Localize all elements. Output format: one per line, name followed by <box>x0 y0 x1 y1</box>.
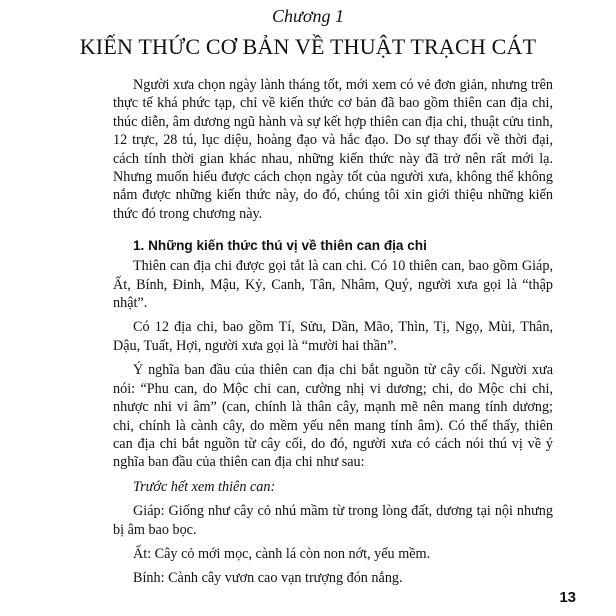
chapter-title: KIẾN THỨC CƠ BẢN VỀ THUẬT TRẠCH CÁT <box>79 34 537 59</box>
paragraph-intro: Người xưa chọn ngày lành tháng tốt, mới xem có vẻ đơn giản, nhưng trên thực tế khá phức tạp, chỉ về kiến thức cơ bản đã bao gồm thiên can địa chi, thúc diễn, âm dương ngũ hành và sự kết hợp thiên can địa chi, thuật cửu tinh, 12 trực, 28 tú, lục diệu, hoàng đạo và hắc đạo. Do sự thay đổi về thời đại, cách tính thời gian khác nhau, những kiến thức này đã trở nên rất mới lạ. Nhưng muốn hiểu được cách chọn ngày tốt của người xưa, không thể không nắm được những kiến thức này, do đó, chúng tôi xin giới thiệu những kiến thức đó trong chương này. <box>113 77 553 222</box>
paragraph-italic-lead: Trước hết xem thiên can: <box>133 478 276 495</box>
paragraph-at: Ất: Cây cỏ mới mọc, cành lá còn non nớt, yếu mềm. <box>133 545 431 562</box>
body-text <box>113 76 553 588</box>
paragraph-origin: Ý nghĩa ban đầu của thiên can địa chi bắt nguồn từ cây cối. Người xưa nói: “Phu can, do Mộc chi can, cường nhị vi dương; chi, do Mộc chi chi, nhược nhi vi âm” (can, chính là thân cây, mạnh mẽ nên mang tính dương; chi, chính là cành cây, do mềm yếu nên mang tính âm). Có thể thấy, thiên can địa chi bắt nguồn từ cây cối, do đó, người xưa có cách nói thú vị về ý nghĩa ban đầu của thiên can địa chi như sau: <box>113 362 553 471</box>
paragraph-can: Thiên can địa chi được gọi tắt là can chi. Có 10 thiên can, bao gồm Giáp, Ất, Bính, Đinh, Mậu, Kỷ, Canh, Tân, Nhâm, Quý, người xưa gọi là “thập nhật”. <box>113 258 553 312</box>
chapter-label: Chương 1 <box>272 6 344 26</box>
section-heading: 1. Những kiến thức thú vị về thiên can địa chi <box>133 238 427 254</box>
paragraph-chi: Có 12 địa chi, bao gồm Tí, Sửu, Dần, Mão, Thìn, Tị, Ngọ, Mùi, Thân, Dậu, Tuất, Hợi, người xưa gọi là “mười hai thần”. <box>113 319 553 354</box>
paragraph-binh: Bính: Cành cây vươn cao vạn trượng đón nắng. <box>133 570 403 587</box>
paragraph-giap: Giáp: Giống như cây cỏ nhú mầm từ trong lòng đất, dương tại nội nhưng bị âm bao bọc. <box>113 503 553 538</box>
page-number: 13 <box>559 589 576 606</box>
